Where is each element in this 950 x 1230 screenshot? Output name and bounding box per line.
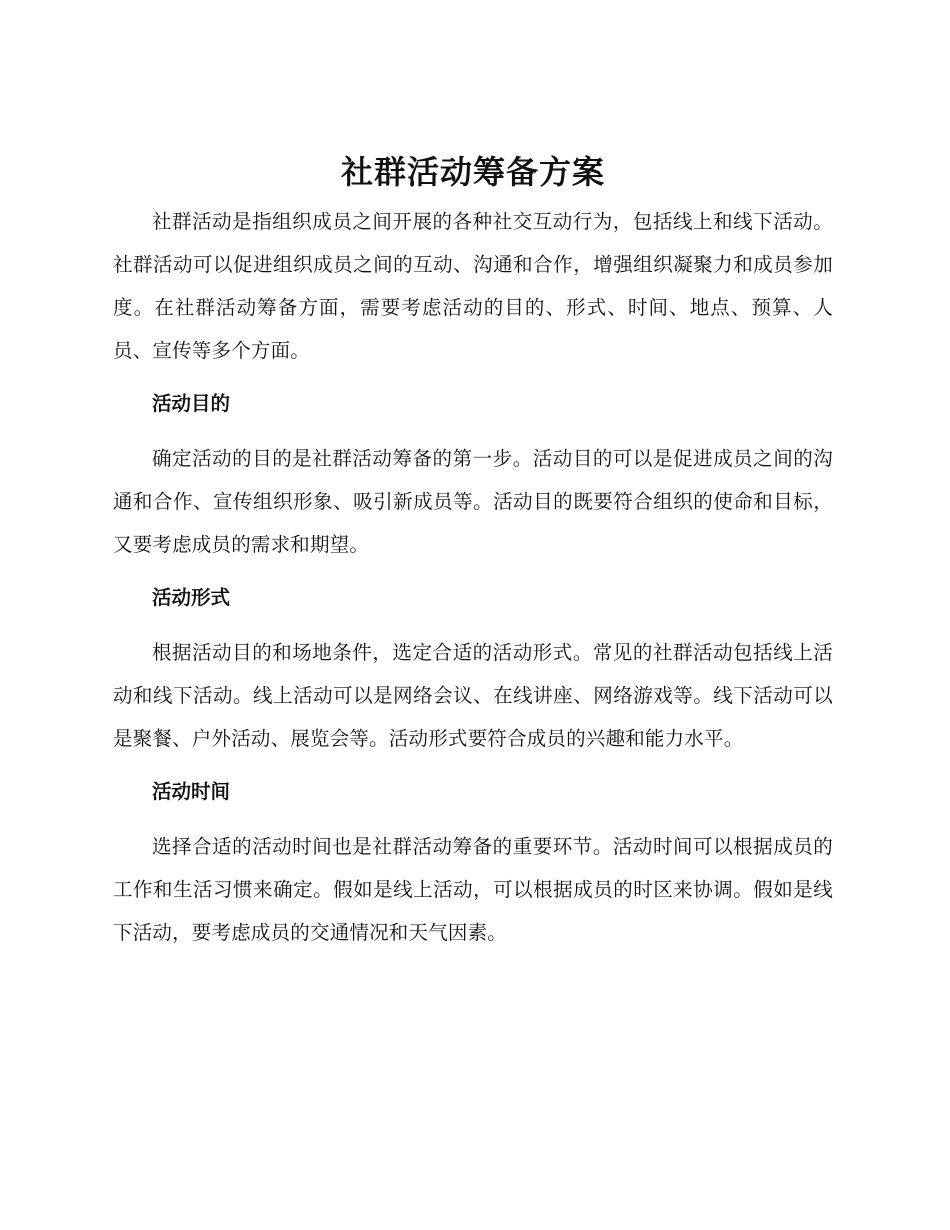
section-body-purpose: 确定活动的目的是社群活动筹备的第一步。活动目的可以是促进成员之间的沟通和合作、宣传组织形象、吸引新成员等。活动目的既要符合组织的使命和目标，又要考虑成员的需求和期望。 (113, 447, 833, 556)
section-body-format: 根据活动目的和场地条件，选定合适的活动形式。常见的社群活动包括线上活动和线下活动。线上活动可以是网络会议、在线讲座、网络游戏等。线下活动可以是聚餐、户外活动、展览会等。活动形式要符合成员的兴趣和能力水平。 (113, 641, 833, 750)
intro-paragraph: 社群活动是指组织成员之间开展的各种社交互动行为，包括线上和线下活动。社群活动可以促进组织成员之间的互动、沟通和合作，增强组织凝聚力和成员参加度。在社群活动筹备方面，需要考虑活动的目的、形式、时间、地点、预算、人员、宣传等多个方面。 (113, 210, 833, 362)
section-body-time: 选择合适的活动时间也是社群活动筹备的重要环节。活动时间可以根据成员的工作和生活习惯来确定。假如是线上活动，可以根据成员的时区来协调。假如是线下活动，要考虑成员的交通情况和天气因素。 (113, 835, 833, 944)
section-heading-format: 活动形式 (152, 586, 231, 609)
section-heading-purpose: 活动目的 (152, 392, 231, 415)
document-title: 社群活动筹备方案 (340, 153, 605, 191)
section-heading-time: 活动时间 (152, 780, 231, 803)
document-page (113, 150, 833, 954)
